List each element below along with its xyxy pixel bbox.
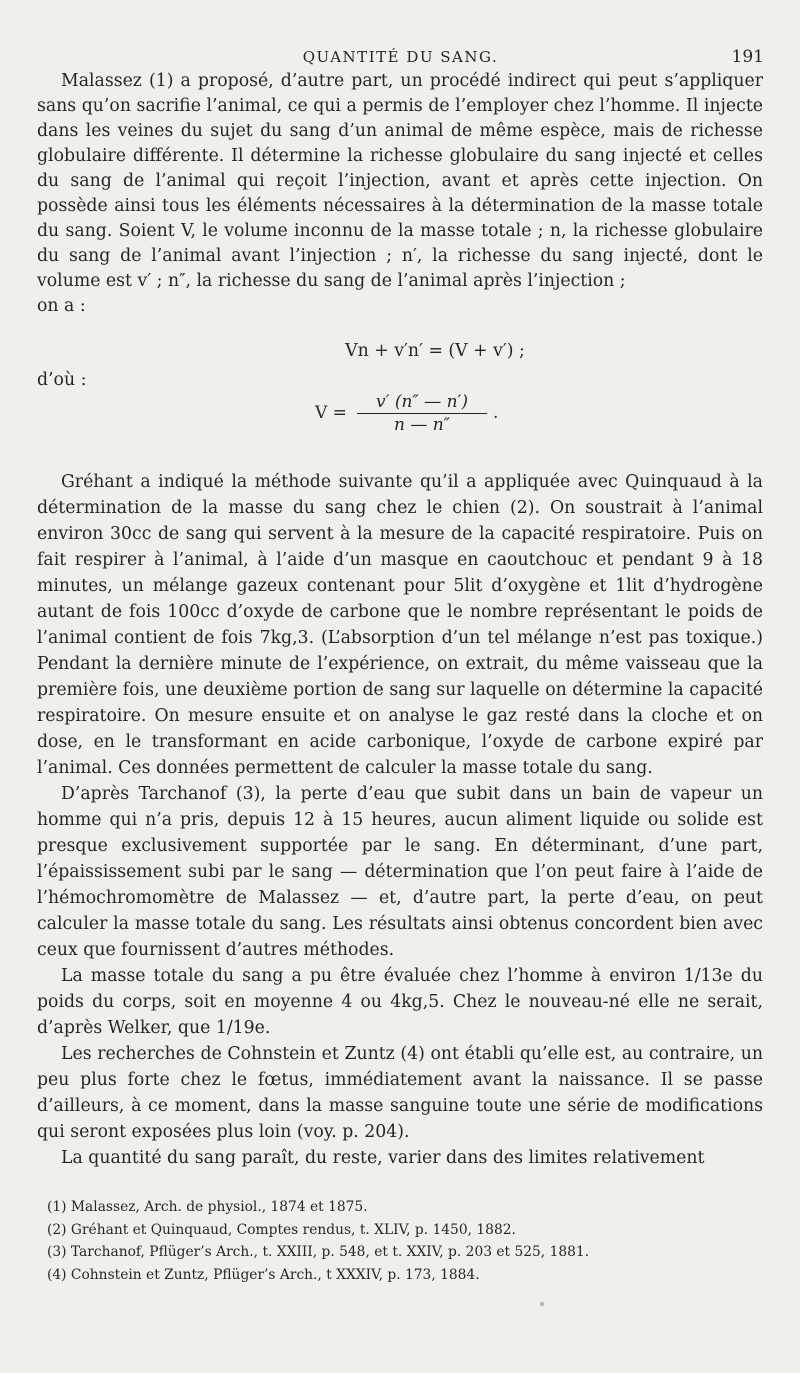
formula-volume-fraction bbox=[357, 392, 487, 435]
paragraph-tarchanof: D’après Tarchanof (3), la perte d’eau que subit dans un bain de vapeur un homme qui n’a pris, depuis 12 à 15 heures, aucun aliment liquide ou solide est presque exclusivement supportée par le sang. En déterminant, d’une part, l’épaississement subi par le sang — détermination que l’on peut faire à l’aide de l’hémochromomètre de Malassez — et, d’autre part, la perte d’eau, on peut calculer la masse totale du sang. Les résultats ainsi obtenus concordent bien avec ceux que fournissent d’autres méthodes. bbox=[37, 784, 763, 960]
footnotes bbox=[47, 1196, 763, 1286]
footnote-4: (4) Cohnstein et Zuntz, Pflüger’s Arch., t XXXIV, p. 173, 1884. bbox=[47, 1266, 480, 1283]
formula-volume-end: . bbox=[493, 403, 499, 423]
paragraph-cohnstein: Les recherches de Cohnstein et Zuntz (4) ont établi qu’elle est, au contraire, un peu plus forte chez le fœtus, immédiatement avant la naissance. Il se passe d’ailleurs, à ce moment, dans la masse sanguine toute une série de modifications qui seront exposées plus loin (voy. p. 204). bbox=[37, 1044, 763, 1142]
formula-volume bbox=[315, 392, 535, 440]
paragraph-malassez: Malassez (1) a proposé, d’autre part, un procédé indirect qui peut s’appliquer sans qu’on sacrifie l’animal, ce qui a permis de l’employer chez l’homme. Il injecte dans les veines du sujet du sang d’un animal de même espèce, mais de richesse globulaire différente. Il détermine la richesse globulaire du sang injecté et celles du sang de l’animal qui reçoit l’injection, avant et après cette injection. On possède ainsi tous les éléments nécessaires à la détermination de la masse totale du sang. Soient V, le volume inconnu de la masse totale ; n, la richesse globulaire du sang de l’animal avant l’injection ; n′, la richesse du sang injecté, dont le volume est v′ ; n″, la richesse du sang de l’animal après l’injection ; bbox=[37, 71, 763, 291]
running-title: QUANTITÉ DU SANG. bbox=[302, 48, 499, 66]
page-header bbox=[37, 44, 764, 72]
on-a-label: on a : bbox=[37, 296, 86, 316]
intro-section bbox=[37, 69, 763, 319]
paper-speck bbox=[540, 1302, 544, 1306]
footnote-1: (1) Malassez, Arch. de physiol., 1874 et 1875. bbox=[47, 1199, 368, 1215]
formula-mass-balance-text: Vn + v′n′ = (V + v′) ; bbox=[345, 341, 525, 361]
formula-volume-denominator: n — n″ bbox=[393, 415, 451, 435]
main-text bbox=[37, 469, 763, 1171]
formula-mass-balance bbox=[37, 341, 763, 369]
paragraph-quantite: La quantité du sang paraît, du reste, varier dans des limites relativement bbox=[61, 1148, 705, 1168]
d-ou-label: d’où : bbox=[37, 370, 87, 390]
paragraph-grehant: Gréhant a indiqué la méthode suivante qu’il a appliquée avec Quinquaud à la détermination de la masse du sang chez le chien (2). On soustrait à l’animal environ 30cc de sang qui servent à la mesure de la capacité respiratoire. Puis on fait respirer à l’animal, à l’aide d’un masque en caoutchouc et pendant 9 à 18 minutes, un mélange gazeux contenant pour 5lit d’oxygène et 1lit d’hydrogène autant de fois 100cc d’oxyde de carbone que le nombre représentant le poids de l’animal contient de fois 7kg,3. (L’absorption d’un tel mélange n’est pas toxique.) Pendant la dernière minute de l’expérience, on extrait, du même vaisseau que la première fois, une deuxième portion de sang sur laquelle on détermine la capacité respiratoire. On mesure ensuite et on analyse le gaz resté dans la cloche et on dose, en le transformant en acide carbonique, l’oxyde de carbone expiré par l’animal. Ces données permettent de calculer la masse totale du sang. bbox=[37, 472, 763, 778]
page-number: 191 bbox=[731, 47, 764, 67]
footnote-3: (3) Tarchanof, Pflüger’s Arch., t. XXIII, p. 548, et t. XXIV, p. 203 et 525, 1881. bbox=[47, 1244, 590, 1260]
formula-volume-lhs: V = bbox=[315, 403, 347, 423]
footnote-2: (2) Gréhant et Quinquaud, Comptes rendus, t. XLIV, p. 1450, 1882. bbox=[47, 1221, 516, 1238]
paragraph-masse-totale: La masse totale du sang a pu être évaluée chez l’homme à environ 1/13e du poids du corps, soit en moyenne 4 ou 4kg,5. Chez le nouveau-né elle ne serait, d’après Welker, que 1/19e. bbox=[37, 966, 763, 1038]
formula-volume-numerator: v′ (n″ — n′) bbox=[357, 392, 487, 414]
